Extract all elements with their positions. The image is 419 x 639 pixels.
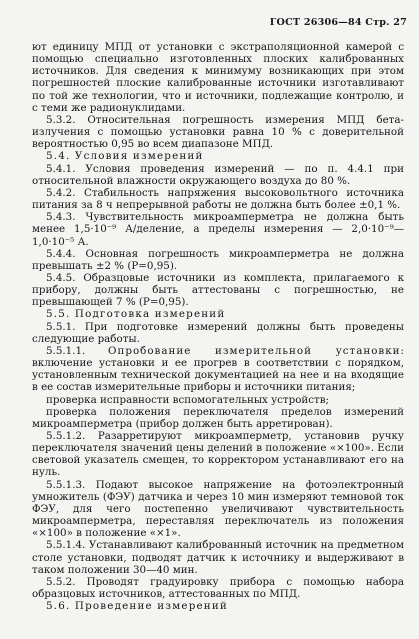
section-heading: 5.6. Проведение измерений [46, 600, 228, 613]
document-body [32, 41, 404, 612]
paragraph: 5.4.5. Образцовые источники из комплекта, прилагаемого к прибору, должны быть аттестованы с погрешностью, не превышающей 7 % (P=0,95). [32, 271, 404, 309]
paragraph: 5.5.1.4. Устанавливают калиброванный источник на предметном столе установки, подводят датчик к источнику и выдерживают в таком положении 30—40 мин. [32, 539, 404, 576]
paragraph: проверка исправности вспомогательных устройств; [46, 393, 330, 406]
paragraph: 5.5.1. При подготовке измерений должны быть проведены следующие работы. [32, 320, 404, 345]
paragraph: 5.5.1.3. Подают высокое напряжение на фотоэлектронный умножитель (ФЭУ) датчика и через 10 мин измеряют темновой ток ФЭУ, для чего постепенно увеличивают чувствительность микроамперметра, переставляя переключатель из положения «×100» в положение «×1». [32, 478, 404, 540]
paragraph: 5.4.4. Основная погрешность микроамперметра не должна превышать ±2 % (P=0,95). [32, 247, 404, 272]
paragraph: проверка положения переключателя пределов измерений микроамперметра (прибор должен быть арретирован). [32, 405, 404, 430]
paragraph: 5.3.2. Относительная погрешность измерения МПД бета-излучения с помощью установки равна 10 % с доверительной вероятностью 0,95 во всем диапазоне МПД. [32, 113, 404, 151]
paragraph: 5.4.2. Стабильность напряжения высоковольтного источника питания за 8 ч непрерывной работы не должна быть более ±0,1 %. [32, 186, 404, 212]
paragraph: 5.4.1. Условия проведения измерений — по п. 4.4.1 при относительной влажности окружающего воздуха до 80 %. [32, 162, 404, 187]
paragraph: 5.5.1.1. Опробование измерительной установки: включение установки и ее прогрев в соответствии с порядком, установленным технической документацией на нее и на входящие в ее состав измерительные приборы и источники питания; [32, 344, 404, 394]
emphasized-phrase: Опробование измерительной установки [108, 344, 401, 357]
paragraph: 5.4.3. Чувствительность микроамперметра не должна быть менее 1,5·10⁻⁹ А/деление, а пределы измерения — 2,0·10⁻⁹—1,0·10⁻⁵ А. [32, 211, 404, 248]
section-heading: 5.4. Условия измерений [46, 150, 204, 163]
section-heading: 5.5. Подготовка измерений [46, 308, 226, 321]
paragraph: 5.5.1.2. Разарретируют микроамперметр, установив ручку переключателя значений цены делений в положение «×100». Если световой указатель смещен, то корректором устанавливают его на нуль. [32, 430, 404, 479]
paragraph: ют единицу МПД от установки с экстраполяционной камерой с помощью специально изготовленных плоских калиброванных источников. Для сведения к минимуму возникающих при этом погрешностей плоские калиброванные источники изготавливают по той же технологии, что и источники, подлежащие контролю, и с теми же радионуклидами. [32, 41, 404, 114]
page-header: ГОСТ 26306—84 Стр. 27 [269, 17, 407, 28]
paragraph: 5.5.2. Проводят градуировку прибора с помощью набора образцовых источников, аттестованных по МПД. [32, 575, 404, 601]
